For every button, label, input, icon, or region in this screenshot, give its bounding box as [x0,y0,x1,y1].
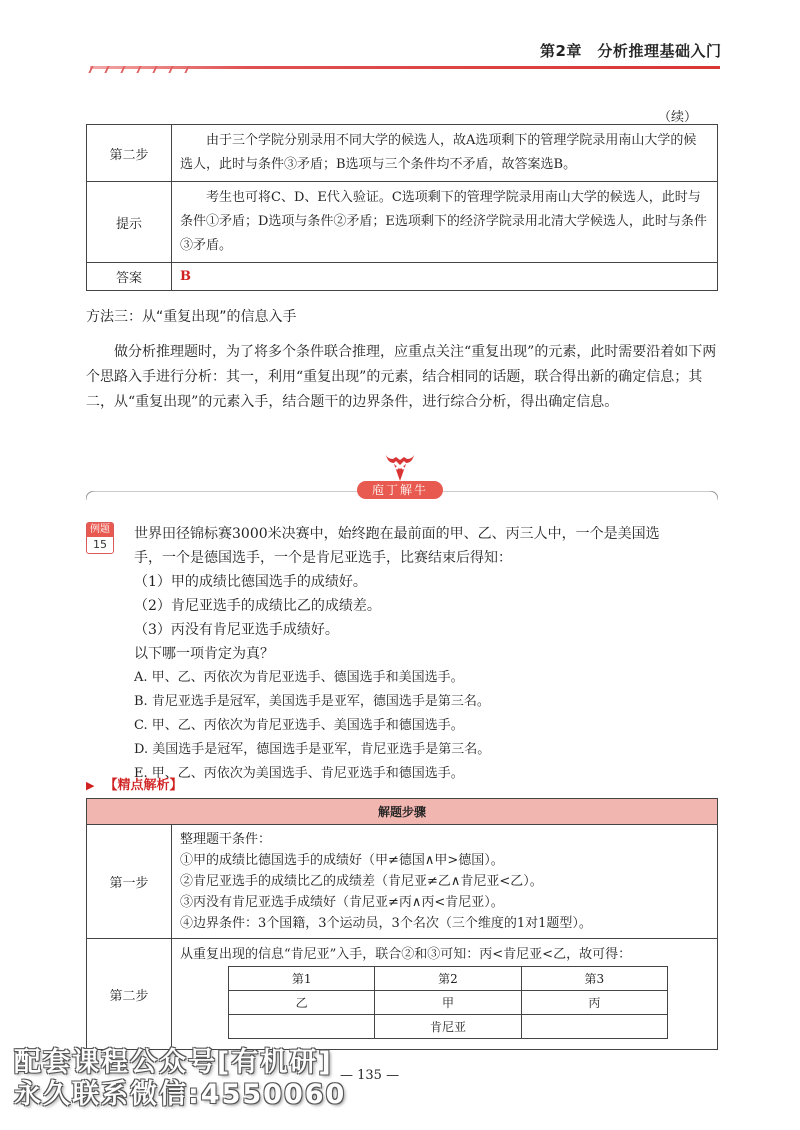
row-label: 第二步 [87,125,172,182]
step-line: ④边界条件：3个国籍，3个运动员，3个名次（三个维度的1对1题型）。 [180,916,592,931]
step-label: 第一步 [87,825,172,939]
chapter-title: 第2章 分析推理基础入门 [540,42,722,60]
solution-table-continued [86,124,718,291]
rank-header: 第3 [521,967,667,991]
condition-1: （1）甲的成绩比德国选手的成绩好。 [134,574,367,590]
table-header-row [87,799,718,825]
example-badge-number: 15 [93,538,107,551]
method-paragraph: 做分析推理题时，为了将多个条件联合推理，应重点关注“重复出现”的元素，此时需要沿着如下两个思路入手进行分析：其一，利用“重复出现”的元素，结合相同的话题，联合得出新的确定信息；其二，从“重复出现”的元素入手，结合题干的边界条件，进行综合分析，得出确定信息。 [86,344,717,410]
watermark-line-1: 配套课程公众号[有机研] [14,1047,333,1078]
condition-2: （2）肯尼亚选手的成绩比乙的成绩差。 [134,598,381,614]
row-text: 由于三个学院分别录用不同大学的候选人，故A选项剩下的管理学院录用南山大学的候选人，此时与条件③矛盾；B选项与三个条件均不矛盾，故答案选B。 [172,125,718,182]
table-header: 解题步骤 [87,799,718,825]
step-line: ③丙没有肯尼亚选手成绩好（肯尼亚≠丙∧丙<肯尼亚）。 [180,895,504,910]
triangle-icon: ▶ [86,779,95,792]
step-label: 第二步 [87,939,172,1050]
example-badge-label: 例题 [87,523,113,537]
rank-cell [521,1015,667,1039]
analysis-title-text: 【精点解析】 [104,778,183,793]
rank-header: 第2 [375,967,521,991]
rank-cell [229,1015,375,1039]
table-row [87,825,718,939]
table-row [87,939,718,1050]
example-badge [86,522,114,554]
method-heading: 方法三：从“重复出现”的信息入手 [86,309,297,325]
step-line: 从重复出现的信息“肯尼亚”入手，联合②和③可知：丙<肯尼亚<乙，故可得： [180,947,632,962]
table-row [87,182,718,263]
table-row [87,125,718,182]
ranking-row [229,1015,668,1039]
question-prompt: 以下哪一项肯定为真？ [134,646,274,662]
step-content [172,825,718,939]
option-b: B. 肯尼亚选手是冠军，美国选手是亚军，德国选手是第三名。 [134,694,490,709]
rank-cell: 乙 [229,991,375,1015]
watermark-line-2: 永久联系微信:4550060 [14,1079,347,1110]
rank-cell: 肯尼亚 [375,1015,521,1039]
page-number: — 135 — [340,1068,400,1083]
row-text: 考生也可将C、D、E代入验证。C选项剩下的管理学院录用南山大学的候选人，此时与条件①矛盾；D选项与条件②矛盾；E选项剩下的经济学院录用北清大学候选人，此时与条件③矛盾。 [172,182,718,263]
step-line: ①甲的成绩比德国选手的成绩好（甲≠德国∧甲>德国）。 [180,853,504,868]
solution-steps-table [86,798,718,1050]
ox-head-icon [382,451,418,485]
rank-cell: 甲 [375,991,521,1015]
row-label: 提示 [87,182,172,263]
row-label: 答案 [87,263,172,291]
option-e: E. 甲、乙、丙依次为美国选手、肯尼亚选手和德国选手。 [134,766,464,781]
question-line: 手，一个是德国选手，一个是肯尼亚选手，比赛结束后得知： [134,550,512,566]
header-ticks [90,66,202,69]
table-row [87,263,718,291]
ranking-header-row [229,967,668,991]
continued-label: （续） [658,110,698,125]
option-a: A. 甲、乙、丙依次为肯尼亚选手、德国选手和美国选手。 [134,670,464,685]
option-c: C. 甲、乙、丙依次为肯尼亚选手、美国选手和德国选手。 [134,718,464,733]
rank-header: 第1 [229,967,375,991]
analysis-title [86,774,182,793]
step-content [172,939,718,1050]
step-line: ②肯尼亚选手的成绩比乙的成绩差（肯尼亚≠乙∧肯尼亚<乙）。 [180,874,543,889]
step-line: 整理题干条件： [180,832,272,847]
ranking-table [228,966,668,1039]
question-line: 世界田径锦标赛3000米决赛中，始终跑在最前面的甲、乙、丙三人中，一个是美国选 [134,526,660,542]
condition-3: （3）丙没有肯尼亚选手成绩好。 [134,622,339,638]
banner-title: 庖丁解牛 [357,481,443,499]
answer-value: B [172,263,718,291]
rank-cell: 丙 [521,991,667,1015]
option-d: D. 美国选手是冠军，德国选手是亚军，肯尼亚选手是第三名。 [134,742,491,757]
ranking-row [229,991,668,1015]
